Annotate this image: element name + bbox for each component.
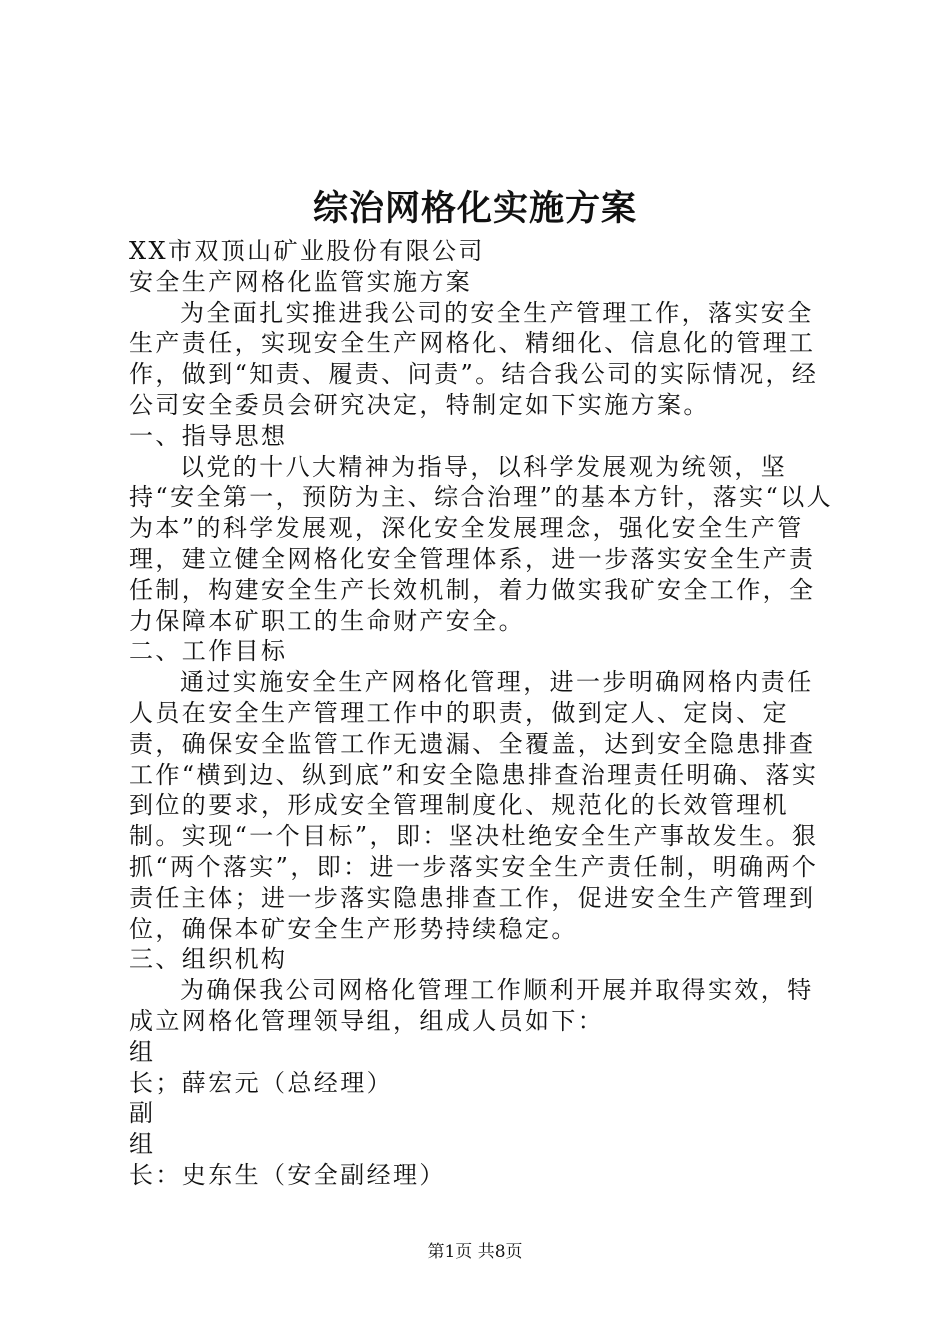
deputy-label-line-2: 组 — [129, 1130, 156, 1159]
section-text-work-goals: 通过实施安全生产网格化管理，进一步明确网格内责任人员在安全生产管理工作中的职责，做到定人、定岗、定责，确保安全监管工作无遗漏、全覆盖，达到安全隐患排查工作“横到边、纵到底”和安全隐患排查治理责任明确、落实到位的要求，形成安全管理制度化、规范化的长效管理机制。实现“一个目标”，即：坚决杜绝安全生产事故发生。狠抓“两个落实”，即：进一步落实安全生产责任制，明确两个责任主体；进一步落实隐患排查工作，促进安全生产管理到位，确保本矿安全生产形势持续稳定。 — [129, 668, 819, 943]
document-body — [129, 236, 835, 1191]
deputy-name-line: 长：史东生（安全副经理） — [129, 1160, 446, 1189]
section-text-guiding-ideology: 以党的十八大精神为指导，以科学发展观为统领，坚持“安全第一，预防为主、综合治理”的基本方针，落实“以人为本”的科学发展观，深化安全发展理念，强化安全生产管理，建立健全网格化安全管理体系，进一步落实安全生产责任制，构建安全生产长效机制，着力做实我矿安全工作，全力保障本矿职工的生命财产安全。 — [129, 452, 834, 635]
company-name: XX市双顶山矿业股份有限公司 — [129, 237, 485, 265]
plan-subtitle: 安全生产网格化监管实施方案 — [129, 267, 473, 296]
section-text-organization: 为确保我公司网格化管理工作顺利开展并取得实效，特成立网格化管理领导组，组成人员如下： — [129, 976, 814, 1035]
page-indicator: 第1页 共8页 — [427, 1242, 523, 1262]
leader-label-line: 组 — [129, 1037, 156, 1066]
intro-paragraph: 为全面扎实推进我公司的安全生产管理工作，落实安全生产责任，实现安全生产网格化、精细化、信息化的管理工作，做到“知责、履责、问责”。结合我公司的实际情况，经公司安全委员会研究决定，特制定如下实施方案。 — [129, 298, 819, 419]
document-title: 综治网格化实施方案 — [312, 188, 637, 229]
section-heading-guiding-ideology: 一、指导思想 — [129, 421, 288, 450]
deputy-label-line-1: 副 — [129, 1099, 156, 1128]
section-heading-work-goals: 二、工作目标 — [129, 637, 288, 666]
leader-name-line: 长；薛宏元（总经理） — [129, 1068, 393, 1097]
section-heading-organization: 三、组织机构 — [129, 945, 288, 974]
